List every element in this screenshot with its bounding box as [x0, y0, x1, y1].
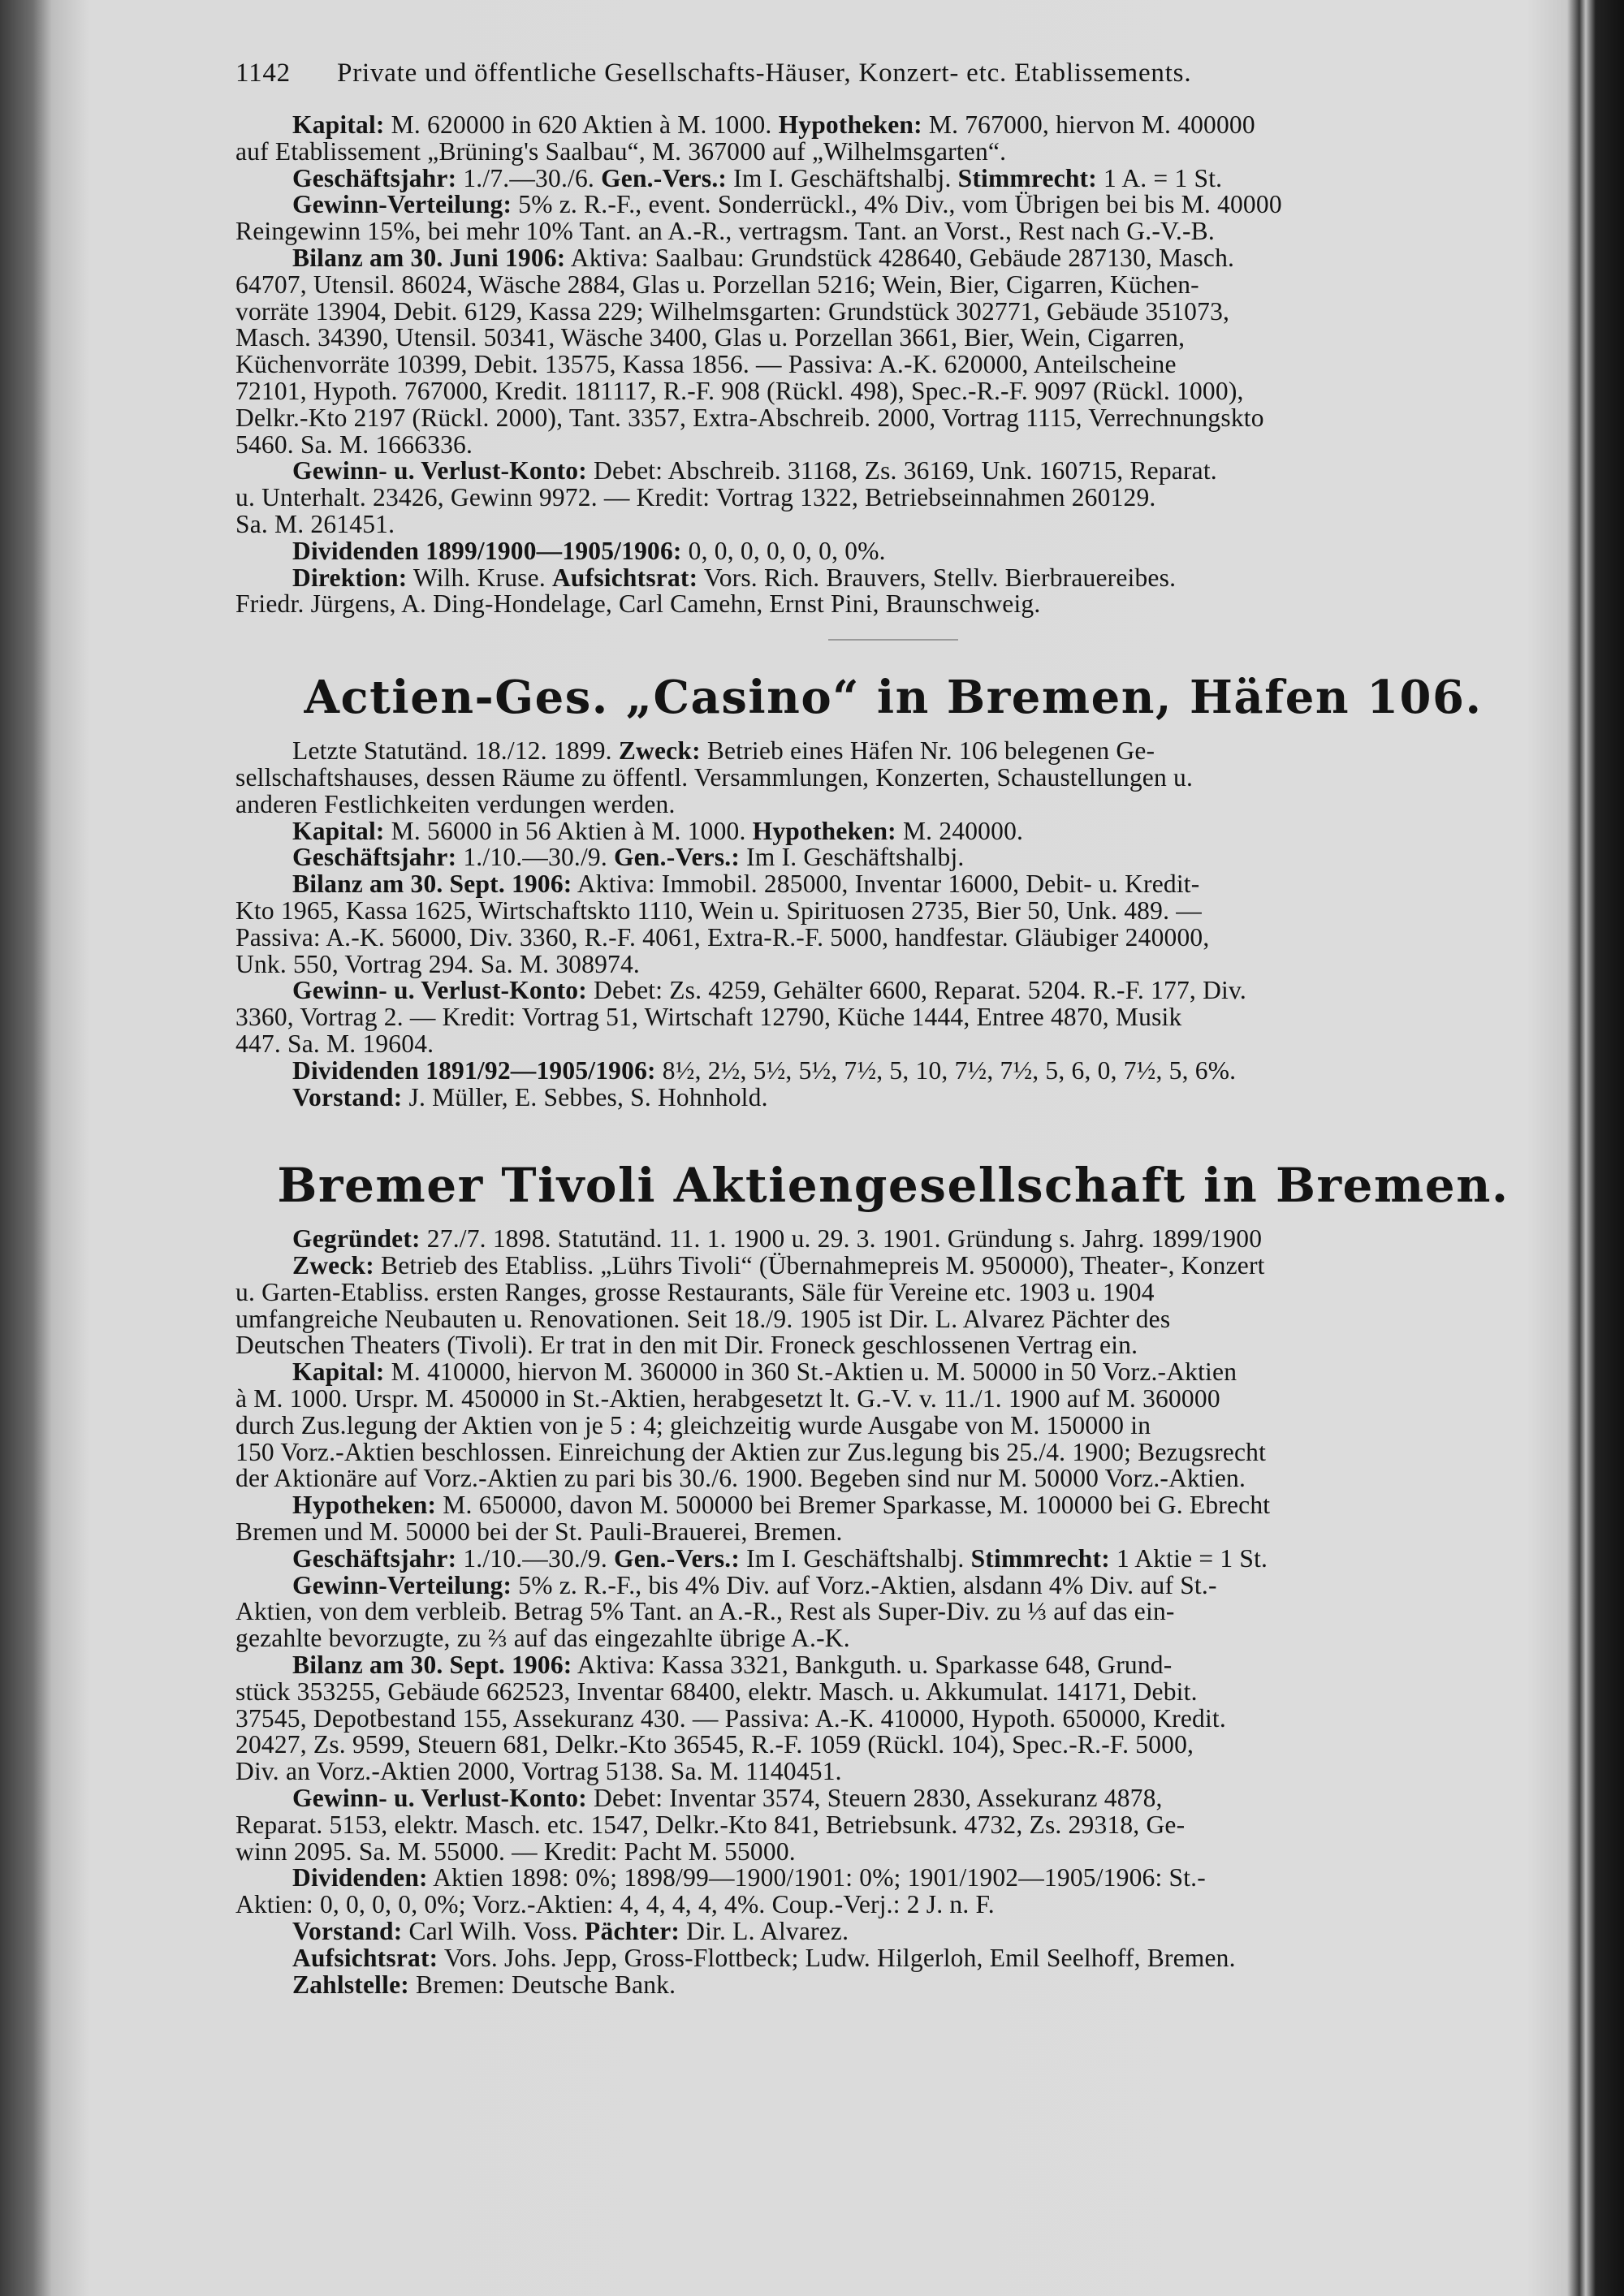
saalbau-line-18: Direktion: Wilh. Kruse. Aufsichtsrat: Vors. Rich. Brauvers, Stellv. Bierbrauereibes. [292, 563, 1177, 592]
running-header [235, 57, 1551, 89]
tivoli-line-14: Gewinn-Verteilung: 5% z. R.-F., bis 4% Div. auf Vorz.-Aktien, alsdann 4% Div. auf St.- [292, 1570, 1217, 1599]
tivoli-line-25: Dividenden: Aktien 1898: 0%; 1898/99—1900/1901: 0%; 1901/1902—1905/1906: St.- [292, 1863, 1206, 1892]
saalbau-line-19: Friedr. Jürgens, A. Ding-Hondelage, Carl Camehn, Ernst Pini, Braunschweig. [235, 589, 1041, 619]
casino-line-8: Passiva: A.-K. 56000, Div. 3360, R.-F. 4061, Extra-R.-F. 5000, handfestar. Gläubiger 240000, [235, 922, 1210, 952]
tivoli-line-26: Aktien: 0, 0, 0, 0, 0%; Vorz.-Aktien: 4, 4, 4, 4, 4%. Coup.-Verj.: 2 J. n. F. [235, 1890, 995, 1919]
saalbau-line-7: 64707, Utensil. 86024, Wäsche 2884, Glas u. Porzellan 5216; Wein, Bier, Cigarren, Küchen- [235, 270, 1199, 299]
tivoli-line-15: Aktien, von dem verbleib. Betrag 5% Tant. an A.-R., Rest als Super-Div. zu ⅓ auf das ein- [235, 1597, 1175, 1626]
entry-tivoli-bremen [235, 1226, 1551, 1998]
tivoli-line-17: Bilanz am 30. Sept. 1906: Aktiva: Kassa 3321, Bankguth. u. Sparkasse 648, Grund- [292, 1651, 1173, 1680]
casino-line-2: sellschaftshauses, dessen Räume zu öffentl. Versammlungen, Konzerten, Schaustellungen u. [235, 762, 1194, 792]
casino-line-13: Dividenden 1891/92—1905/1906: 8½, 2½, 5½, 5½, 7½, 5, 10, 7½, 7½, 5, 6, 0, 7½, 5, 6%. [292, 1055, 1237, 1085]
saalbau-line-16: Sa. M. 261451. [235, 509, 395, 538]
casino-line-11: 3360, Vortrag 2. — Kredit: Vortrag 51, Wirtschaft 12790, Küche 1444, Entree 4870, Musik [235, 1003, 1182, 1032]
saalbau-line-9: Masch. 34390, Utensil. 50341, Wäsche 3400, Glas u. Porzellan 3661, Bier, Wein, Cigarren, [235, 323, 1186, 352]
entry-title-tivoli: Bremer Tivoli Aktiengesellschaft in Bremen. [277, 1158, 1510, 1214]
tivoli-line-29: Zahlstelle: Bremen: Deutsche Bank. [292, 1970, 676, 1999]
saalbau-line-10: Küchenvorräte 10399, Debit. 13575, Kassa 1856. — Passiva: A.-K. 620000, Anteilscheine [235, 350, 1177, 379]
saalbau-line-3: Geschäftsjahr: 1./7.—30./6. Gen.-Vers.: Im I. Geschäftshalbj. Stimmrecht: 1 A. = 1 St. [292, 163, 1223, 192]
casino-line-6: Bilanz am 30. Sept. 1906: Aktiva: Immobil. 285000, Inventar 16000, Debit- u. Kredit- [292, 870, 1200, 899]
saalbau-line-13: 5460. Sa. M. 1666336. [235, 429, 473, 459]
tivoli-line-20: 20427, Zs. 9599, Steuern 681, Delkr.-Kto 36545, R.-F. 1059 (Rückl. 104), Spec.-R.-F. 5000, [235, 1730, 1194, 1759]
tivoli-line-1: Gegründet: 27./7. 1898. Statutänd. 11. 1. 1900 u. 29. 3. 1901. Gründung s. Jahrg. 1899/1900 [292, 1224, 1263, 1254]
saalbau-line-15: u. Unterhalt. 23426, Gewinn 9972. — Kredit: Vortrag 1322, Betriebseinnahmen 260129. [235, 483, 1156, 512]
entry-title-casino: Actien-Ges. „Casino“ in Bremen, Häfen 106. [304, 671, 1483, 725]
tivoli-line-22: Gewinn- u. Verlust-Konto: Debet: Inventar 3574, Steuern 2830, Assekuranz 4878, [292, 1784, 1163, 1813]
saalbau-line-12: Delkr.-Kto 2197 (Rückl. 2000), Tant. 3357, Extra-Abschreib. 2000, Vortrag 1115, Verrechnungskto [235, 403, 1264, 432]
saalbau-line-6: Bilanz am 30. Juni 1906: Aktiva: Saalbau: Grundstück 428640, Gebäude 287130, Masch. [292, 243, 1235, 272]
tivoli-line-12: Bremen und M. 50000 bei der St. Pauli-Brauerei, Bremen. [235, 1517, 843, 1547]
tivoli-line-5: Deutschen Theaters (Tivoli). Er trat in den mit Dir. Froneck geschlossenen Vertrag ein. [235, 1331, 1138, 1360]
saalbau-line-17: Dividenden 1899/1900—1905/1906: 0, 0, 0, 0, 0, 0, 0%. [292, 536, 886, 565]
tivoli-line-4: umfangreiche Neubauten u. Renovationen. Seit 18./9. 1905 ist Dir. L. Alvarez Pächter des [235, 1304, 1171, 1333]
saalbau-line-14: Gewinn- u. Verlust-Konto: Debet: Abschreib. 31168, Zs. 36169, Unk. 160715, Reparat. [292, 456, 1217, 486]
casino-line-5: Geschäftsjahr: 1./10.—30./9. Gen.-Vers.: Im I. Geschäftshalbj. [292, 843, 965, 872]
saalbau-line-5: Reingewinn 15%, bei mehr 10% Tant. an A.-R., vertragsm. Tant. an Vorst., Rest nach G.-V.-B. [235, 217, 1215, 246]
saalbau-line-4: Gewinn-Verteilung: 5% z. R.-F., event. Sonderrückl., 4% Div., vom Übrigen bei bis M. 40000 [292, 190, 1282, 219]
tivoli-line-2: Zweck: Betrieb des Etabliss. „Lührs Tivoli“ (Übernahmepreis M. 950000), Theater-, Konzert [292, 1251, 1265, 1280]
casino-line-10: Gewinn- u. Verlust-Konto: Debet: Zs. 4259, Gehälter 6600, Reparat. 5204. R.-F. 177, Div. [292, 976, 1246, 1005]
casino-line-4: Kapital: M. 56000 in 56 Aktien à M. 1000. Hypotheken: M. 240000. [292, 816, 1024, 845]
running-title: Private und öffentliche Gesellschafts-Häuser, Konzert- etc. Etablissements. [337, 58, 1192, 88]
tivoli-line-28: Aufsichtsrat: Vors. Johs. Jepp, Gross-Flottbeck; Ludw. Hilgerloh, Emil Seelhoff, Bremen. [292, 1943, 1236, 1972]
casino-line-9: Unk. 550, Vortrag 294. Sa. M. 308974. [235, 949, 640, 978]
tivoli-line-16: gezahlte bevorzugte, zu ⅔ auf das eingezahlte übrige A.-K. [235, 1624, 850, 1653]
section-divider [828, 639, 958, 641]
casino-line-1: Letzte Statutänd. 18./12. 1899. Zweck: Betrieb eines Häfen Nr. 106 belegenen Ge- [292, 736, 1155, 766]
entry-bruenings-saalbau [235, 112, 1551, 618]
tivoli-line-10: der Aktionäre auf Vorz.-Aktien zu pari bis 30./6. 1900. Begeben sind nur M. 50000 Vorz.-Aktien. [235, 1464, 1246, 1493]
tivoli-line-27: Vorstand: Carl Wilh. Voss. Pächter: Dir. L. Alvarez. [292, 1917, 849, 1946]
tivoli-line-13: Geschäftsjahr: 1./10.—30./9. Gen.-Vers.: Im I. Geschäftshalbj. Stimmrecht: 1 Aktie = 1 St. [292, 1543, 1268, 1573]
saalbau-line-11: 72101, Hypoth. 767000, Kredit. 181117, R.-F. 908 (Rückl. 498), Spec.-R.-F. 9097 (Rückl. 1000), [235, 376, 1244, 405]
casino-line-3: anderen Festlichkeiten verdungen werden. [235, 789, 676, 818]
tivoli-line-24: winn 2095. Sa. M. 55000. — Kredit: Pacht M. 55000. [235, 1836, 796, 1866]
page-number: 1142 [235, 58, 291, 88]
entry-casino-bremen [235, 738, 1551, 1111]
tivoli-line-6: Kapital: M. 410000, hiervon M. 360000 in 360 St.-Aktien u. M. 50000 in 50 Vorz.-Aktien [292, 1357, 1237, 1387]
tivoli-line-18: stück 353255, Gebäude 662523, Inventar 68400, elektr. Masch. u. Akkumulat. 14171, Debit. [235, 1677, 1198, 1706]
tivoli-line-19: 37545, Depotbestand 155, Assekuranz 430. — Passiva: A.-K. 410000, Hypoth. 650000, Kredit. [235, 1703, 1226, 1733]
tivoli-line-23: Reparat. 5153, elektr. Masch. etc. 1547, Delkr.-Kto 841, Betriebsunk. 4732, Zs. 29318, Ge- [235, 1810, 1186, 1839]
tivoli-line-8: durch Zus.legung der Aktien von je 5 : 4; gleichzeitig wurde Ausgabe von M. 150000 in [235, 1410, 1151, 1439]
tivoli-line-7: à M. 1000. Urspr. M. 450000 in St.-Aktien, herabgesetzt lt. G.-V. v. 11./1. 1900 auf M. 360000 [235, 1384, 1220, 1413]
tivoli-line-21: Div. an Vorz.-Aktien 2000, Vortrag 5138. Sa. M. 1140451. [235, 1757, 842, 1786]
casino-line-14: Vorstand: J. Müller, E. Sebbes, S. Hohnhold. [292, 1082, 768, 1111]
document-page [235, 57, 1551, 2249]
saalbau-line-8: vorräte 13904, Debit. 6129, Kassa 229; Wilhelmsgarten: Grundstück 302771, Gebäude 351073, [235, 296, 1230, 326]
saalbau-line-2: auf Etablissement „Brüning's Saalbau“, M. 367000 auf „Wilhelmsgarten“. [235, 136, 1007, 166]
tivoli-line-11: Hypotheken: M. 650000, davon M. 500000 bei Bremer Sparkasse, M. 100000 bei G. Ebrecht [292, 1491, 1271, 1520]
saalbau-line-1: Kapital: M. 620000 in 620 Aktien à M. 1000. Hypotheken: M. 767000, hiervon M. 400000 [292, 110, 1255, 139]
casino-line-7: Kto 1965, Kassa 1625, Wirtschaftskto 1110, Wein u. Spirituosen 2735, Bier 50, Unk. 489. — [235, 896, 1202, 925]
casino-line-12: 447. Sa. M. 19604. [235, 1029, 434, 1058]
tivoli-line-3: u. Garten-Etabliss. ersten Ranges, grosse Restaurants, Säle für Vereine etc. 1903 u. 1904 [235, 1277, 1155, 1306]
tivoli-line-9: 150 Vorz.-Aktien beschlossen. Einreichung der Aktien zur Zus.legung bis 25./4. 1900; Bezugsrecht [235, 1437, 1267, 1466]
